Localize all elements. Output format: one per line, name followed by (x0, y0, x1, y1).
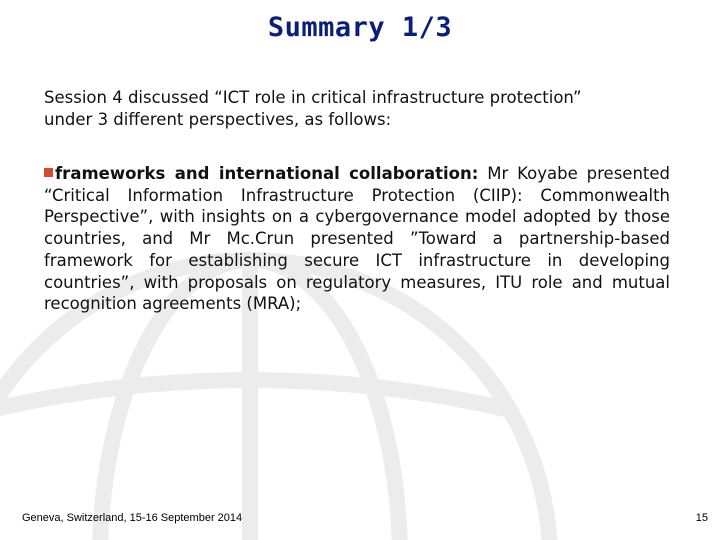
page-number: 15 (695, 512, 708, 524)
bullet-item (44, 163, 670, 315)
bullet-heading: frameworks and international collaboration: (55, 164, 479, 183)
slide-title: Summary 1/3 (267, 12, 453, 43)
footer-location-date: Geneva, Switzerland, 15-16 September 2014 (22, 512, 243, 524)
bullet-body: Mr Koyabe presented “Critical Information Infrastructure Protection (CIIP): Commonwealth Perspective”, with insights on a cybergovernance model adopted by those countries, and Mr Mc.Crun presented ”Toward a partnership-based framework for establishing secure ICT infrastructure in developing countries”, with proposals on regulatory measures, ITU role and mutual recognition agreements (MRA); (44, 164, 670, 314)
square-bullet-icon (44, 168, 53, 177)
intro-paragraph: Session 4 discussed “ICT role in critical infrastructure protection” under 3 different perspectives, as follows: (44, 88, 582, 129)
